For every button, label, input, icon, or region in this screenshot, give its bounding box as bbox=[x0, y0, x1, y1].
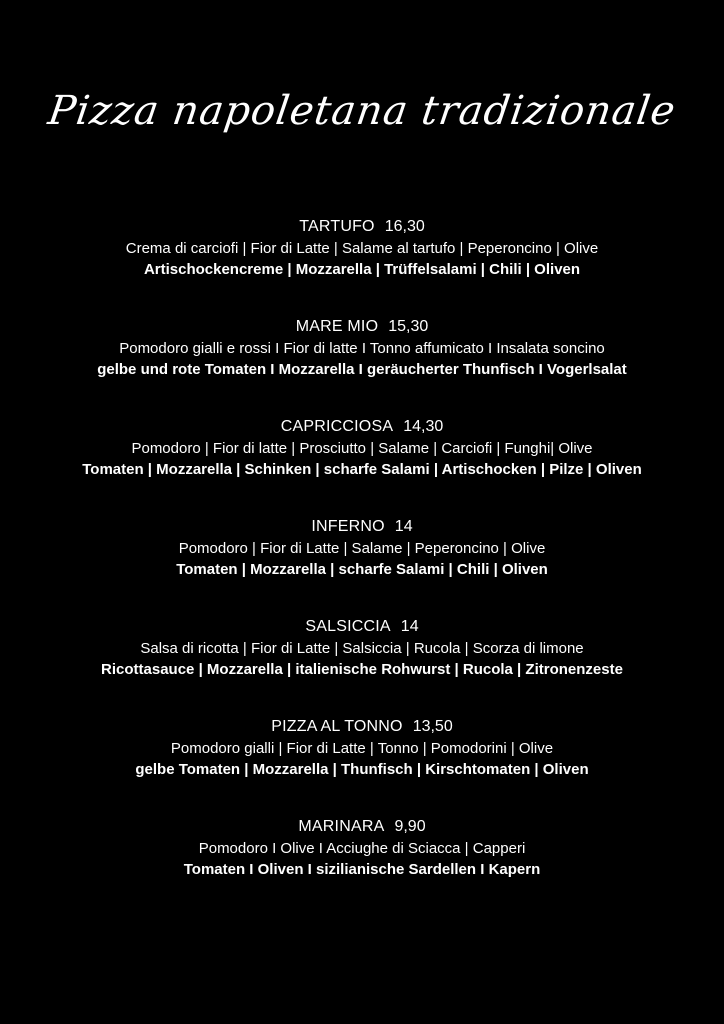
item-name: CAPRICCIOSA bbox=[280, 418, 394, 435]
item-description-german: Artischockencreme | Mozzarella | Trüffelsalami | Chili | Oliven bbox=[143, 261, 581, 278]
item-name: INFERNO bbox=[311, 518, 385, 535]
menu-item-marinara bbox=[0, 816, 724, 880]
item-description-italian: Pomodoro gialli | Fior di Latte | Tonno | Pomodorini | Olive bbox=[170, 740, 554, 757]
item-heading bbox=[0, 516, 724, 538]
menu-item-salsiccia bbox=[0, 616, 724, 680]
item-heading bbox=[0, 216, 724, 238]
item-price: 14 bbox=[400, 618, 419, 635]
item-name: MARINARA bbox=[298, 818, 385, 835]
item-description-german: Tomaten | Mozzarella | scharfe Salami | Chili | Oliven bbox=[176, 561, 548, 578]
item-price: 9,90 bbox=[394, 818, 426, 835]
item-description-italian: Crema di carciofi | Fior di Latte | Salame al tartufo | Peperoncino | Olive bbox=[125, 240, 599, 257]
item-heading bbox=[0, 616, 724, 638]
item-description-german: Ricottasauce | Mozzarella | italienische Rohwurst | Rucola | Zitronenzeste bbox=[101, 661, 623, 678]
item-heading bbox=[0, 416, 724, 438]
item-heading bbox=[0, 716, 724, 738]
item-heading bbox=[0, 316, 724, 338]
menu-item-tartufo bbox=[0, 216, 724, 280]
item-description-italian: Pomodoro gialli e rossi I Fior di latte I Tonno affumicato I Insalata soncino bbox=[119, 340, 605, 357]
item-price: 14 bbox=[394, 518, 413, 535]
menu-item-inferno bbox=[0, 516, 724, 580]
item-price: 15,30 bbox=[388, 318, 429, 335]
item-price: 16,30 bbox=[384, 218, 425, 235]
item-description-german: gelbe und rote Tomaten I Mozzarella I geräucherter Thunfisch I Vogerlsalat bbox=[97, 361, 627, 378]
item-description-italian: Pomodoro | Fior di Latte | Salame | Peperoncino | Olive bbox=[178, 540, 546, 557]
item-description-german: gelbe Tomaten | Mozzarella | Thunfisch | Kirschtomaten | Oliven bbox=[135, 761, 589, 778]
menu-item-capricciosa bbox=[0, 416, 724, 480]
menu-item-mare-mio bbox=[0, 316, 724, 380]
item-name: TARTUFO bbox=[299, 218, 375, 235]
item-description-italian: Salsa di ricotta | Fior di Latte | Salsiccia | Rucola | Scorza di limone bbox=[140, 640, 584, 657]
item-description-italian: Pomodoro I Olive I Acciughe di Sciacca | Capperi bbox=[198, 840, 526, 857]
item-name: SALSICCIA bbox=[305, 618, 391, 635]
item-description-italian: Pomodoro | Fior di latte | Prosciutto | Salame | Carciofi | Funghi| Olive bbox=[131, 440, 593, 457]
menu-item-pizza-al-tonno bbox=[0, 716, 724, 780]
item-name: PIZZA AL TONNO bbox=[271, 718, 403, 735]
item-price: 13,50 bbox=[412, 718, 453, 735]
item-name: MARE MIO bbox=[295, 318, 379, 335]
menu-title: Pizza napoletana tradizionale bbox=[45, 88, 679, 134]
item-description-german: Tomaten I Oliven I sizilianische Sardellen I Kapern bbox=[183, 861, 541, 878]
pizza-list bbox=[0, 216, 724, 916]
item-heading bbox=[0, 816, 724, 838]
item-price: 14,30 bbox=[403, 418, 444, 435]
item-description-german: Tomaten | Mozzarella | Schinken | scharfe Salami | Artischocken | Pilze | Oliven bbox=[82, 461, 642, 478]
